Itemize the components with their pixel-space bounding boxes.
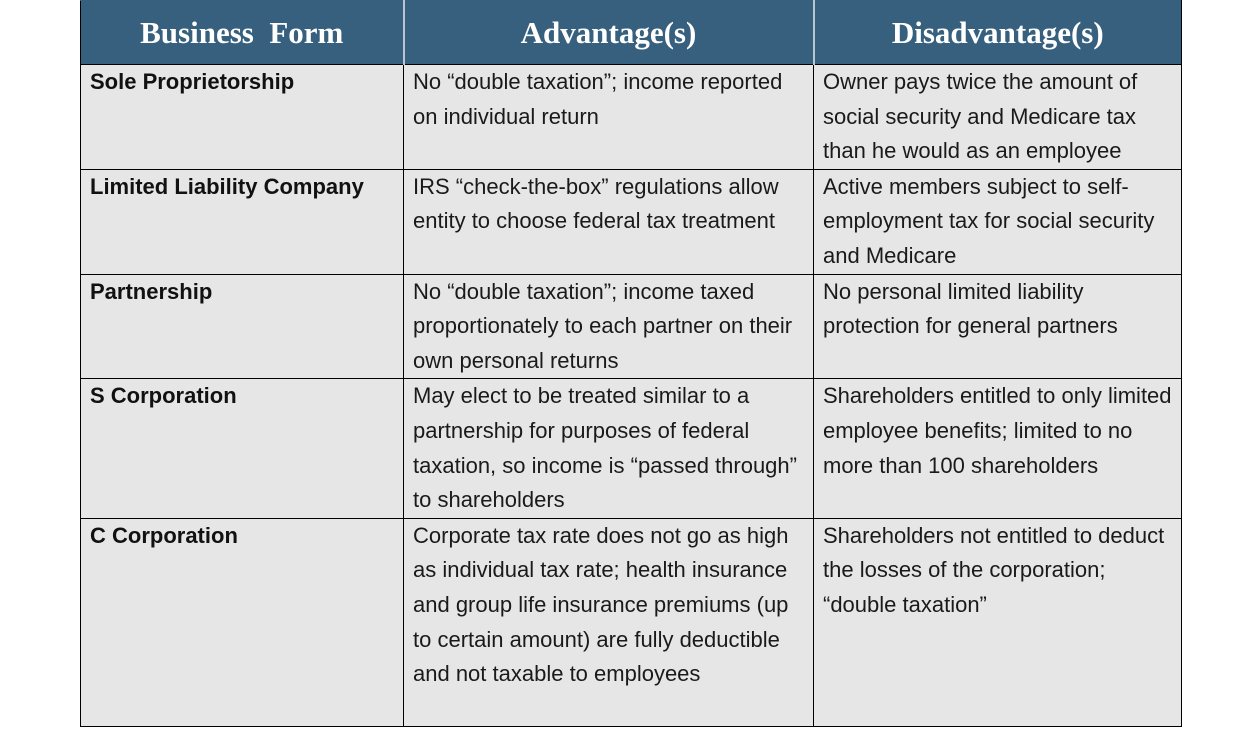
advantage-cell: IRS “check-the-box” regulations allow entity to choose federal tax treatment (404, 169, 814, 274)
advantage-cell: No “double taxation”; income reported on individual return (404, 65, 814, 170)
business-form-cell: Limited Liability Company (81, 169, 404, 274)
disadvantage-cell: Owner pays twice the amount of social security and Medicare tax than he would as an employee (814, 65, 1182, 170)
business-form-cell: C Corporation (81, 518, 404, 726)
disadvantage-cell: Shareholders entitled to only limited employee benefits; limited to no more than 100 shareholders (814, 379, 1182, 518)
header-business-form: Business Form (81, 1, 404, 65)
table-row (81, 379, 1182, 518)
business-form-cell: Sole Proprietorship (81, 65, 404, 170)
table-row (81, 518, 1182, 726)
header-row (81, 1, 1182, 65)
advantage-cell: May elect to be treated similar to a partnership for purposes of federal taxation, so income is “passed through” to shareholders (404, 379, 814, 518)
business-forms-table (80, 0, 1182, 727)
disadvantage-cell: Active members subject to self-employment tax for social security and Medicare (814, 169, 1182, 274)
business-form-cell: Partnership (81, 274, 404, 379)
table-row (81, 274, 1182, 379)
business-form-cell: S Corporation (81, 379, 404, 518)
header-disadvantages: Disadvantage(s) (814, 1, 1182, 65)
disadvantage-cell: No personal limited liability protection for general partners (814, 274, 1182, 379)
advantage-cell: No “double taxation”; income taxed proportionately to each partner on their own personal returns (404, 274, 814, 379)
advantage-cell: Corporate tax rate does not go as high as individual tax rate; health insurance and group life insurance premiums (up to certain amount) are fully deductible and not taxable to employees (404, 518, 814, 726)
header-advantages: Advantage(s) (404, 1, 814, 65)
disadvantage-cell: Shareholders not entitled to deduct the losses of the corporation; “double taxation” (814, 518, 1182, 726)
table-row (81, 65, 1182, 170)
table-row (81, 169, 1182, 274)
